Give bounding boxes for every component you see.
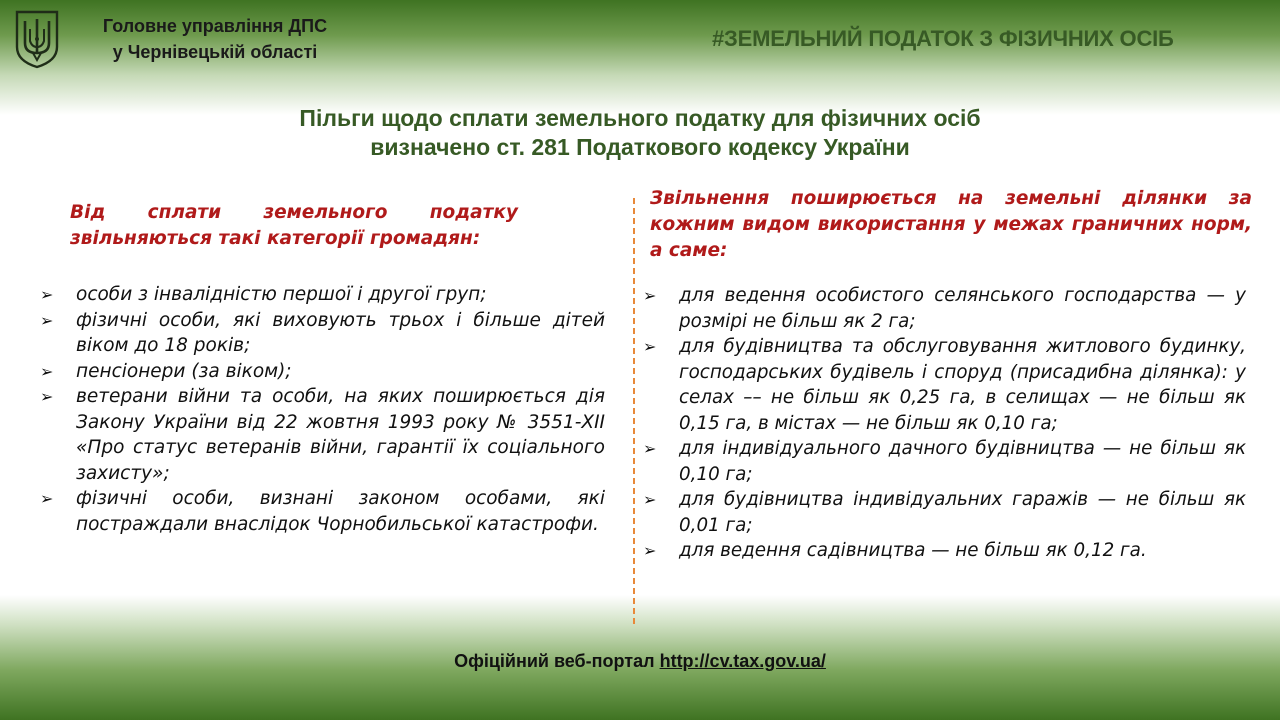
list-item-text: пенсіонери (за віком); xyxy=(76,360,292,382)
arrow-bullet-icon: ➢ xyxy=(40,310,54,330)
trident-emblem-icon xyxy=(14,9,60,69)
list-item xyxy=(40,486,605,537)
column-divider xyxy=(633,198,635,624)
arrow-bullet-icon: ➢ xyxy=(643,286,657,305)
list-item-text: фізичні особи, визнані законом особами, які постраждали внаслідок Чорнобильської катастрофи. xyxy=(76,488,605,535)
title-line-1: Пільги щодо сплати земельного податку для фізичних осіб xyxy=(299,105,981,131)
arrow-bullet-icon: ➢ xyxy=(643,439,657,458)
list-item-text: для будівництва та обслуговування житлового будинку, господарських будівель і споруд (присадибна ділянка): у селах –– не більш як 0,25 га, в селищах — не більш як 0,15 га, в містах — не більш як 0,10 га; xyxy=(679,336,1246,434)
arrow-bullet-icon: ➢ xyxy=(643,337,657,356)
list-item xyxy=(40,384,605,486)
list-item-text: для будівництва індивідуальних гаражів — не більш як 0,01 га; xyxy=(679,489,1246,536)
land-norms-list xyxy=(643,283,1246,564)
list-item xyxy=(643,283,1246,334)
list-item xyxy=(643,487,1246,538)
list-item-text: особи з інвалідністю першої і другої груп; xyxy=(76,284,487,305)
topic-hashtag: #ЗЕМЕЛЬНИЙ ПОДАТОК З ФІЗИЧНИХ ОСІБ xyxy=(712,26,1174,51)
arrow-bullet-icon: ➢ xyxy=(40,285,54,304)
list-item xyxy=(643,436,1246,487)
org-line-2: у Чернівецькій області xyxy=(112,42,318,62)
exempt-categories-list xyxy=(40,282,605,537)
list-item xyxy=(40,359,605,385)
list-item-text: для ведення особистого селянського господарства — у розмірі не більш як 2 га; xyxy=(679,285,1246,332)
title-line-2: визначено ст. 281 Податкового кодексу України xyxy=(370,134,910,160)
arrow-bullet-icon: ➢ xyxy=(40,387,54,406)
arrow-bullet-icon: ➢ xyxy=(643,541,657,560)
list-item-text: фізичні особи, які виховують трьох і більше дітей віком до 18 років; xyxy=(76,309,605,356)
list-item-text: для індивідуального дачного будівництва — не більш як 0,10 га; xyxy=(679,438,1246,485)
slide-title xyxy=(140,104,1140,162)
arrow-bullet-icon: ➢ xyxy=(643,490,657,509)
arrow-bullet-icon: ➢ xyxy=(40,361,54,381)
right-lead-text: Звільнення поширюється на земельні ділянки за кожним видом використання у межах граничних норм, а саме: xyxy=(650,188,1252,261)
web-portal-link[interactable]: http://cv.tax.gov.ua/ xyxy=(659,651,826,671)
organization-name xyxy=(70,13,360,65)
footer-label: Офіційний веб-портал xyxy=(454,651,655,671)
list-item-text: для ведення садівництва — не більш як 0,12 га. xyxy=(679,540,1147,561)
list-item xyxy=(643,334,1246,436)
list-item xyxy=(40,282,605,308)
list-item-text: ветерани війни та особи, на яких поширюється дія Закону України від 22 жовтня 1993 року № 3551-XII «Про статус ветеранів війни, гарантії їх соціального захисту»; xyxy=(76,386,605,484)
list-item xyxy=(40,308,605,359)
left-lead-text: Від сплати земельного податку звільняються такі категорії громадян: xyxy=(70,202,518,249)
footer xyxy=(0,651,1280,672)
arrow-bullet-icon: ➢ xyxy=(40,489,54,508)
org-line-1: Головне управління ДПС xyxy=(102,16,328,36)
list-item xyxy=(643,538,1246,564)
